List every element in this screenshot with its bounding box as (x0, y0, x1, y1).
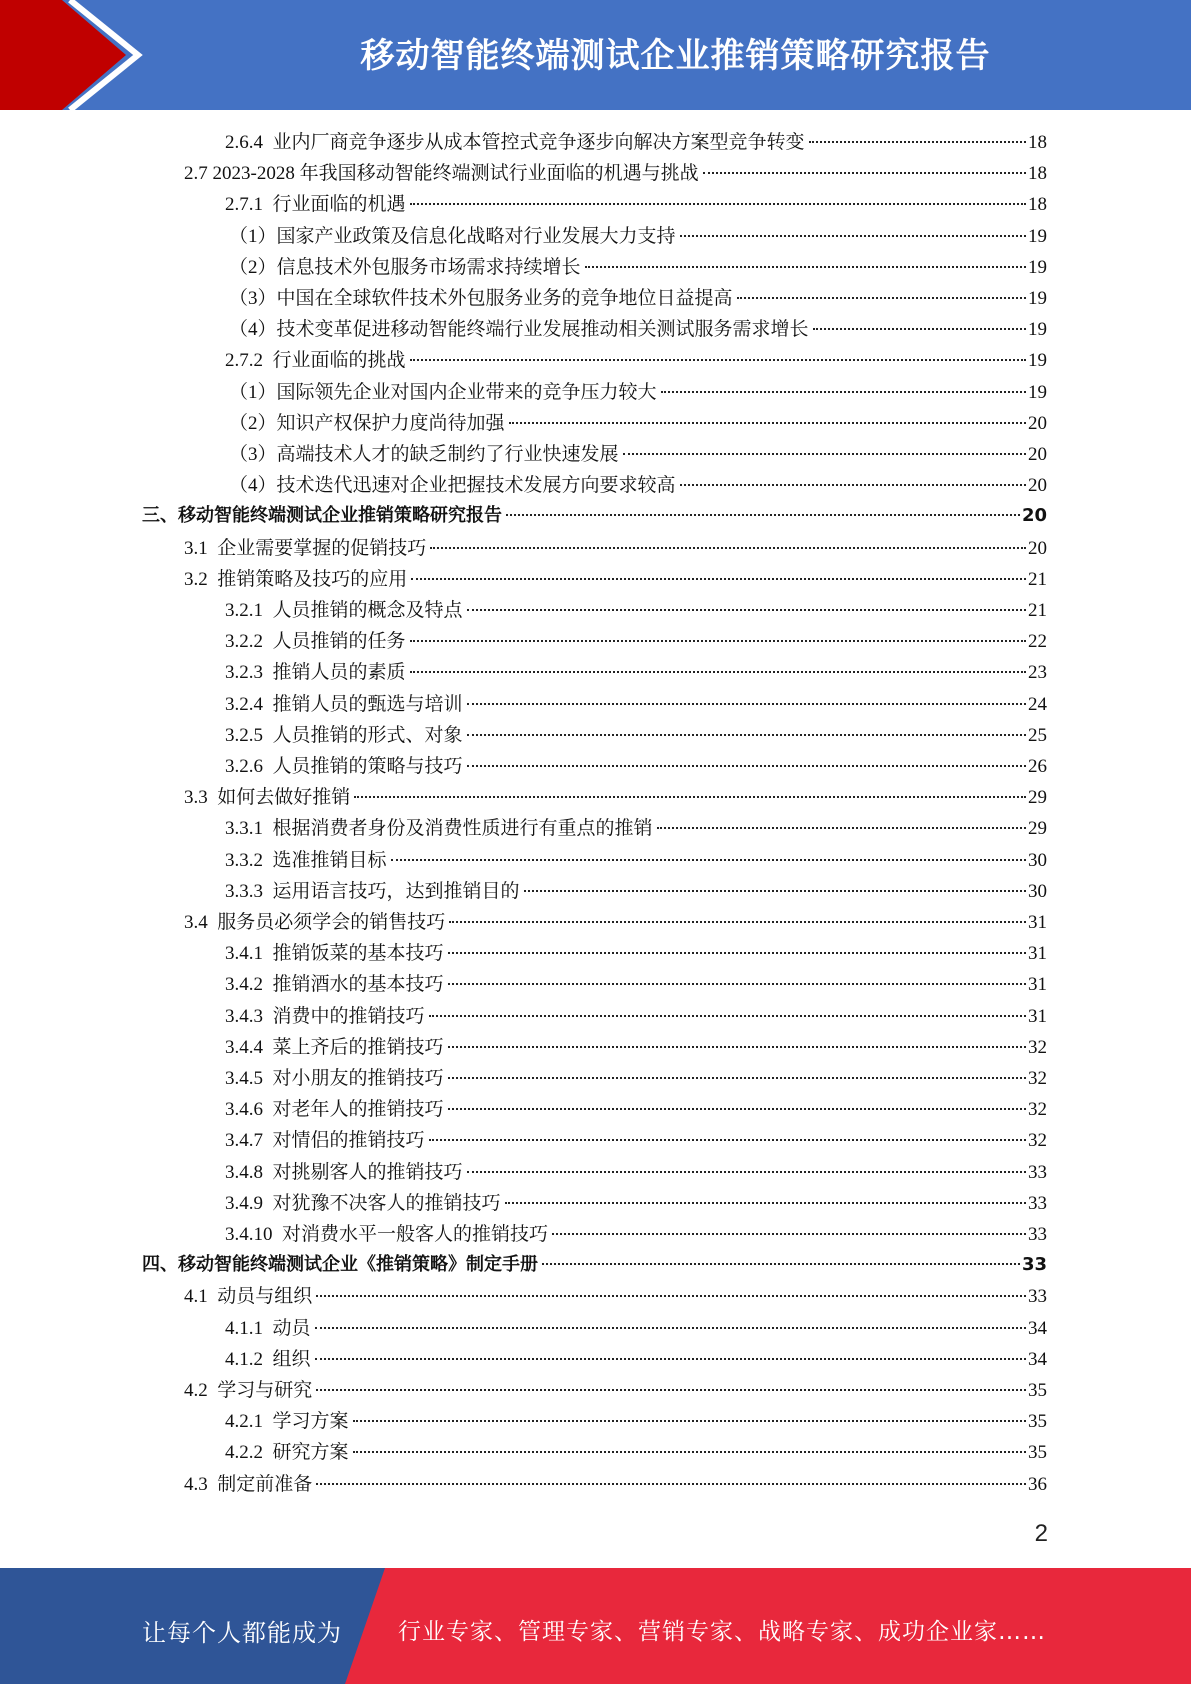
toc-entry-title: 3.2.2 人员推销的任务 (225, 631, 406, 653)
toc-entry-title: 3.4.10 对消费水平一般客人的推销技巧 (225, 1224, 549, 1245)
toc-entry-title: 3.4.5 对小朋友的推销技巧 (225, 1068, 444, 1089)
dot-leader (813, 328, 1026, 330)
toc-entry-page: 19 (1028, 288, 1047, 309)
toc-entry-page: 36 (1028, 1473, 1047, 1495)
toc-entry-page: 32 (1028, 1099, 1047, 1121)
toc-entry-page: 19 (1028, 350, 1047, 372)
toc-entry[interactable] (184, 1375, 1047, 1406)
dot-leader (315, 1327, 1026, 1329)
toc-entry[interactable] (184, 533, 1047, 564)
toc-entry-title: 3.3.2 选准推销目标 (225, 849, 387, 871)
toc-entry-title: 3.3.1 根据消费者身份及消费性质进行有重点的推销 (225, 818, 653, 840)
toc-entry[interactable] (225, 1001, 1047, 1032)
toc-entry-page: 33 (1028, 1286, 1047, 1308)
toc-entry-page: 21 (1028, 600, 1047, 621)
dot-leader (809, 141, 1026, 143)
footer-slogan-right: 行业专家、管理专家、营销专家、战略专家、成功企业家…… (398, 1619, 1046, 1645)
toc-entry-title: 3.4.2 推销酒水的基本技巧 (225, 974, 444, 996)
chevron-arrow-icon (0, 0, 160, 110)
toc-entry-title: 四、移动智能终端测试企业《推销策略》制定手册 (142, 1254, 538, 1276)
toc-entry[interactable] (225, 1094, 1047, 1125)
dot-leader (657, 827, 1026, 829)
toc-entry-page: 20 (1028, 475, 1047, 497)
toc-entry[interactable] (225, 813, 1047, 844)
dot-leader (354, 796, 1026, 798)
toc-entry-page: 30 (1028, 849, 1047, 871)
toc-entry[interactable] (225, 657, 1047, 688)
toc-entry[interactable] (225, 751, 1047, 782)
toc-entry-title: 3.4.8 对挑剔客人的推销技巧 (225, 1161, 463, 1183)
toc-entry-title: 4.2.2 研究方案 (225, 1442, 349, 1464)
toc-entry-title: 2.7.2 行业面临的挑战 (225, 350, 406, 372)
dot-leader (467, 1171, 1026, 1173)
toc-entry[interactable] (229, 283, 1047, 314)
toc-entry[interactable] (184, 1281, 1047, 1312)
toc-entry-page: 35 (1028, 1442, 1047, 1464)
toc-entry[interactable] (225, 626, 1047, 657)
toc-entry[interactable] (184, 907, 1047, 938)
toc-entry-title: 3.2.5 人员推销的形式、对象 (225, 724, 463, 746)
toc-entry-title: （2）知识产权保护力度尚待加强 (229, 412, 505, 434)
dot-leader (661, 391, 1026, 393)
toc-entry-page: 31 (1028, 974, 1047, 996)
toc-entry-page: 23 (1028, 662, 1047, 684)
toc-entry[interactable] (184, 564, 1047, 595)
dot-leader (315, 1358, 1026, 1360)
toc-entry-page: 29 (1028, 818, 1047, 840)
toc-entry-title: 3.4.1 推销饭菜的基本技巧 (225, 943, 444, 965)
toc-entry[interactable] (225, 845, 1047, 876)
dot-leader (448, 983, 1026, 985)
toc-entry-page: 31 (1028, 943, 1047, 965)
dot-leader (585, 266, 1026, 268)
toc-entry-title: （1）国家产业政策及信息化战略对行业发展大力支持 (229, 225, 676, 247)
toc-entry-page: 33 (1028, 1192, 1047, 1214)
toc-entry-page: 22 (1028, 631, 1047, 653)
toc-entry-title: （3）高端技术人才的缺乏制约了行业快速发展 (229, 444, 619, 465)
toc-entry-page: 31 (1028, 912, 1047, 933)
toc-entry-title: 4.3 制定前准备 (184, 1473, 313, 1495)
toc-entry-page: 18 (1028, 163, 1047, 185)
toc-entry-page: 19 (1028, 319, 1047, 341)
dot-leader (448, 1077, 1026, 1079)
page-header (0, 0, 1191, 110)
toc-entry[interactable] (225, 1125, 1047, 1156)
toc-entry-title: 2.6.4 业内厂商竞争逐步从成本管控式竞争逐步向解决方案型竞争转变 (225, 132, 805, 153)
toc-entry[interactable] (225, 1313, 1047, 1344)
dot-leader (680, 484, 1026, 486)
dot-leader (449, 921, 1026, 923)
dot-leader (467, 609, 1026, 611)
toc-entry-title: 3.4.4 菜上齐后的推销技巧 (225, 1036, 444, 1058)
toc-entry-page: 34 (1028, 1317, 1047, 1339)
toc-entry-page: 33 (1021, 1254, 1047, 1276)
toc-entry-title: 4.1.1 动员 (225, 1317, 311, 1339)
toc-entry[interactable] (225, 720, 1047, 751)
toc-entry[interactable] (229, 470, 1047, 501)
toc-entry-title: 4.2 学习与研究 (184, 1380, 313, 1401)
dot-leader (552, 1233, 1026, 1235)
dot-leader (680, 235, 1026, 237)
dot-leader (429, 1139, 1026, 1141)
dot-leader (524, 890, 1026, 892)
toc-entry-title: 3.2 推销策略及技巧的应用 (184, 568, 408, 590)
toc-entry[interactable] (229, 377, 1047, 408)
toc-entry-page: 20 (1028, 444, 1047, 465)
dot-leader (316, 1389, 1026, 1391)
toc-entry-title: 3.2.4 推销人员的甄选与培训 (225, 693, 463, 715)
toc-entry-page: 20 (1028, 537, 1047, 559)
toc-entry-page: 25 (1028, 724, 1047, 746)
toc-entry-page: 31 (1028, 1005, 1047, 1027)
toc-entry-title: （4）技术变革促进移动智能终端行业发展推动相关测试服务需求增长 (229, 319, 809, 341)
toc-entry-page: 21 (1028, 568, 1047, 590)
dot-leader (316, 1483, 1026, 1485)
dot-leader (410, 671, 1026, 673)
toc-entry[interactable] (225, 1406, 1047, 1437)
toc-entry[interactable] (184, 158, 1047, 189)
toc-entry-page: 34 (1028, 1348, 1047, 1370)
dot-leader (448, 952, 1026, 954)
toc-entry-page: 24 (1028, 693, 1047, 715)
toc-entry-page: 33 (1028, 1224, 1047, 1245)
toc-entry-title: 3.3 如何去做好推销 (184, 787, 351, 809)
toc-entry-title: （1）国际领先企业对国内企业带来的竞争压力较大 (229, 381, 657, 403)
dot-leader (467, 765, 1026, 767)
dot-leader (509, 422, 1026, 424)
toc-entry-title: 3.4.6 对老年人的推销技巧 (225, 1099, 444, 1121)
dot-leader (737, 297, 1026, 299)
dot-leader (703, 172, 1026, 174)
toc-entry-title: （4）技术迭代迅速对企业把握技术发展方向要求较高 (229, 475, 676, 497)
toc-entry-page: 35 (1028, 1380, 1047, 1401)
toc-entry-title: 3.4 服务员必须学会的销售技巧 (184, 912, 446, 933)
toc-entry-page: 33 (1028, 1161, 1047, 1183)
dot-leader (353, 1451, 1026, 1453)
dot-leader (467, 703, 1026, 705)
toc-entry-page: 29 (1028, 787, 1047, 809)
toc-entry[interactable] (225, 689, 1047, 720)
toc-entry-page: 20 (1021, 505, 1047, 527)
dot-leader (448, 1046, 1026, 1048)
toc-entry[interactable] (184, 1469, 1047, 1500)
toc-entry-page: 32 (1028, 1036, 1047, 1058)
toc-entry-page: 32 (1028, 1130, 1047, 1152)
toc-entry-title: 3.1 企业需要掌握的促销技巧 (184, 537, 427, 559)
toc-entry[interactable] (142, 1250, 1047, 1281)
toc-entry[interactable] (229, 252, 1047, 283)
toc-entry-title: 3.2.1 人员推销的概念及特点 (225, 600, 463, 621)
toc-entry[interactable] (225, 127, 1047, 158)
toc-entry-title: 2.7.1 行业面临的机遇 (225, 194, 406, 216)
dot-leader (410, 203, 1026, 205)
toc-entry[interactable] (225, 876, 1047, 907)
toc-entry-page: 30 (1028, 880, 1047, 902)
toc-entry[interactable] (229, 314, 1047, 345)
toc-entry-title: 3.4.3 消费中的推销技巧 (225, 1005, 425, 1027)
toc-entry[interactable] (225, 938, 1047, 969)
toc-entry[interactable] (225, 345, 1047, 376)
toc-entry[interactable] (225, 969, 1047, 1000)
toc-entry[interactable] (229, 221, 1047, 252)
toc-entry[interactable] (225, 595, 1047, 626)
dot-leader (542, 1263, 1020, 1265)
toc-entry-title: 3.4.7 对情侣的推销技巧 (225, 1130, 425, 1152)
toc-entry-title: 4.1 动员与组织 (184, 1286, 313, 1308)
dot-leader (623, 453, 1026, 455)
toc-entry-title: 2.7 2023-2028 年我国移动智能终端测试行业面临的机遇与挑战 (184, 163, 699, 185)
page-number: 2 (1034, 1520, 1048, 1547)
dot-leader (467, 734, 1026, 736)
toc-entry-title: 三、移动智能终端测试企业推销策略研究报告 (142, 505, 502, 527)
footer-slogan-left: 让每个人都能成为 (142, 1619, 342, 1647)
toc-entry-title: 3.2.3 推销人员的素质 (225, 662, 406, 684)
toc-entry-title: 4.1.2 组织 (225, 1348, 311, 1370)
toc-entry-page: 19 (1028, 381, 1047, 403)
toc-entry[interactable] (225, 1157, 1047, 1188)
dot-leader (353, 1420, 1026, 1422)
toc-entry[interactable] (229, 439, 1047, 470)
toc-entry-page: 19 (1028, 225, 1047, 247)
toc-entry-title: （3）中国在全球软件技术外包服务业务的竞争地位日益提高 (229, 288, 733, 309)
toc-entry-page: 18 (1028, 194, 1047, 216)
toc-entry-page: 18 (1028, 132, 1047, 153)
dot-leader (506, 514, 1020, 516)
page-footer (0, 1568, 1191, 1684)
dot-leader (410, 359, 1026, 361)
toc-entry-page: 26 (1028, 756, 1047, 777)
toc-entry-page: 20 (1028, 412, 1047, 434)
toc-entry[interactable] (225, 1219, 1047, 1250)
toc-entry[interactable] (142, 501, 1047, 532)
document-title: 移动智能终端测试企业推销策略研究报告 (360, 36, 991, 76)
toc-entry[interactable] (225, 189, 1047, 220)
dot-leader (411, 578, 1026, 580)
dot-leader (316, 1295, 1026, 1297)
dot-leader (429, 1015, 1026, 1017)
dot-leader (448, 1108, 1026, 1110)
toc-entry-page: 19 (1028, 256, 1047, 278)
toc-entry[interactable] (229, 408, 1047, 439)
toc-entry-title: 3.4.9 对犹豫不决客人的推销技巧 (225, 1192, 501, 1214)
toc-entry-title: 3.3.3 运用语言技巧，达到推销目的 (225, 880, 520, 902)
toc-entry-title: 4.2.1 学习方案 (225, 1411, 349, 1433)
toc-entry-page: 35 (1028, 1411, 1047, 1433)
toc-entry[interactable] (225, 1188, 1047, 1219)
toc-entry-page: 32 (1028, 1068, 1047, 1089)
dot-leader (410, 640, 1026, 642)
toc-entry[interactable] (184, 782, 1047, 813)
toc-entry-title: 3.2.6 人员推销的策略与技巧 (225, 756, 463, 777)
toc-entry[interactable] (225, 1437, 1047, 1468)
dot-leader (430, 547, 1026, 549)
dot-leader (391, 859, 1026, 861)
dot-leader (505, 1202, 1026, 1204)
toc-entry[interactable] (225, 1344, 1047, 1375)
toc-entry[interactable] (225, 1032, 1047, 1063)
toc-entry-title: （2）信息技术外包服务市场需求持续增长 (229, 256, 581, 278)
toc-entry[interactable] (225, 1063, 1047, 1094)
